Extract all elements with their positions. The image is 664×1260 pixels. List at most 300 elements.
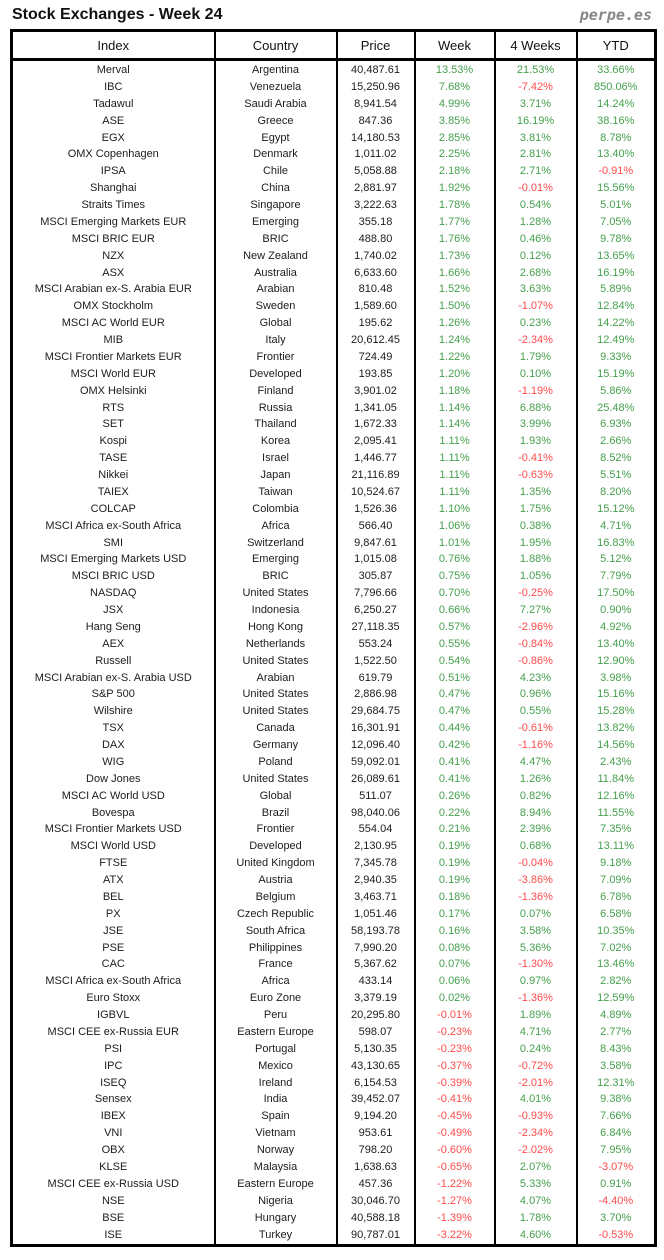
cell-country: Global bbox=[215, 315, 337, 332]
cell-week: 0.54% bbox=[415, 652, 495, 669]
cell-price: 305.87 bbox=[337, 568, 415, 585]
cell-ytd: 7.79% bbox=[577, 568, 656, 585]
cell-price: 598.07 bbox=[337, 1023, 415, 1040]
cell-index: JSX bbox=[12, 602, 215, 619]
cell-index: SET bbox=[12, 416, 215, 433]
table-row bbox=[12, 264, 656, 281]
table-row bbox=[12, 618, 656, 635]
table-row bbox=[12, 1142, 656, 1159]
cell-4weeks: -2.34% bbox=[495, 1125, 577, 1142]
cell-price: 457.36 bbox=[337, 1175, 415, 1192]
cell-price: 59,092.01 bbox=[337, 753, 415, 770]
cell-price: 7,990.20 bbox=[337, 939, 415, 956]
cell-ytd: 5.01% bbox=[577, 197, 656, 214]
cell-index: JSE bbox=[12, 922, 215, 939]
cell-index: Shanghai bbox=[12, 180, 215, 197]
cell-index: RTS bbox=[12, 399, 215, 416]
cell-4weeks: -2.01% bbox=[495, 1074, 577, 1091]
cell-ytd: 0.91% bbox=[577, 1175, 656, 1192]
cell-4weeks: -2.02% bbox=[495, 1142, 577, 1159]
table-row bbox=[12, 1158, 656, 1175]
cell-ytd: 15.16% bbox=[577, 686, 656, 703]
cell-country: Sweden bbox=[215, 298, 337, 315]
cell-price: 20,295.80 bbox=[337, 1007, 415, 1024]
cell-4weeks: -0.86% bbox=[495, 652, 577, 669]
cell-index: CAC bbox=[12, 956, 215, 973]
table-row bbox=[12, 652, 656, 669]
cell-4weeks: 0.55% bbox=[495, 703, 577, 720]
cell-4weeks: -0.72% bbox=[495, 1057, 577, 1074]
table-row bbox=[12, 1040, 656, 1057]
cell-country: Switzerland bbox=[215, 534, 337, 551]
cell-price: 30,046.70 bbox=[337, 1192, 415, 1209]
cell-country: Frontier bbox=[215, 821, 337, 838]
cell-price: 6,250.27 bbox=[337, 602, 415, 619]
table-row bbox=[12, 281, 656, 298]
cell-index: Hang Seng bbox=[12, 618, 215, 635]
cell-price: 6,633.60 bbox=[337, 264, 415, 281]
cell-ytd: 9.38% bbox=[577, 1091, 656, 1108]
cell-ytd: 0.90% bbox=[577, 602, 656, 619]
cell-index: ISEQ bbox=[12, 1074, 215, 1091]
cell-country: Spain bbox=[215, 1108, 337, 1125]
cell-week: 1.01% bbox=[415, 534, 495, 551]
cell-ytd: 12.90% bbox=[577, 652, 656, 669]
cell-price: 724.49 bbox=[337, 348, 415, 365]
cell-ytd: 7.09% bbox=[577, 872, 656, 889]
cell-4weeks: 4.07% bbox=[495, 1192, 577, 1209]
stock-exchanges-table bbox=[10, 29, 657, 1247]
cell-index: MSCI CEE ex-Russia EUR bbox=[12, 1023, 215, 1040]
cell-ytd: -0.91% bbox=[577, 163, 656, 180]
cell-price: 2,130.95 bbox=[337, 838, 415, 855]
cell-price: 3,463.71 bbox=[337, 888, 415, 905]
table-row bbox=[12, 348, 656, 365]
table-row bbox=[12, 382, 656, 399]
cell-4weeks: 0.68% bbox=[495, 838, 577, 855]
cell-price: 1,446.77 bbox=[337, 450, 415, 467]
cell-4weeks: 1.89% bbox=[495, 1007, 577, 1024]
cell-price: 39,452.07 bbox=[337, 1091, 415, 1108]
cell-country: Austria bbox=[215, 872, 337, 889]
cell-country: United States bbox=[215, 652, 337, 669]
cell-ytd: 4.92% bbox=[577, 618, 656, 635]
cell-4weeks: -0.01% bbox=[495, 180, 577, 197]
cell-4weeks: 1.05% bbox=[495, 568, 577, 585]
cell-4weeks: -0.63% bbox=[495, 467, 577, 484]
cell-price: 1,638.63 bbox=[337, 1158, 415, 1175]
cell-ytd: 9.33% bbox=[577, 348, 656, 365]
cell-price: 847.36 bbox=[337, 112, 415, 129]
cell-4weeks: -0.25% bbox=[495, 585, 577, 602]
cell-price: 10,524.67 bbox=[337, 483, 415, 500]
cell-index: WIG bbox=[12, 753, 215, 770]
cell-index: BEL bbox=[12, 888, 215, 905]
cell-index: TAIEX bbox=[12, 483, 215, 500]
table-row bbox=[12, 922, 656, 939]
cell-week: 1.20% bbox=[415, 365, 495, 382]
cell-index: IGBVL bbox=[12, 1007, 215, 1024]
cell-week: -1.22% bbox=[415, 1175, 495, 1192]
cell-price: 40,588.18 bbox=[337, 1209, 415, 1226]
cell-week: 13.53% bbox=[415, 60, 495, 79]
cell-ytd: 6.58% bbox=[577, 905, 656, 922]
table-row bbox=[12, 163, 656, 180]
cell-week: -0.49% bbox=[415, 1125, 495, 1142]
cell-4weeks: -2.34% bbox=[495, 332, 577, 349]
cell-week: 7.68% bbox=[415, 78, 495, 95]
cell-price: 7,345.78 bbox=[337, 855, 415, 872]
cell-4weeks: 0.24% bbox=[495, 1040, 577, 1057]
cell-price: 798.20 bbox=[337, 1142, 415, 1159]
cell-4weeks: 0.07% bbox=[495, 905, 577, 922]
cell-country: Denmark bbox=[215, 146, 337, 163]
cell-ytd: 5.86% bbox=[577, 382, 656, 399]
cell-index: MSCI Africa ex-South Africa bbox=[12, 973, 215, 990]
cell-week: 0.55% bbox=[415, 635, 495, 652]
column-header-4weeks: 4 Weeks bbox=[495, 31, 577, 60]
cell-index: EGX bbox=[12, 129, 215, 146]
table-row bbox=[12, 585, 656, 602]
cell-4weeks: 4.47% bbox=[495, 753, 577, 770]
cell-week: -0.65% bbox=[415, 1158, 495, 1175]
cell-country: Developed bbox=[215, 365, 337, 382]
cell-price: 2,940.35 bbox=[337, 872, 415, 889]
cell-ytd: 6.84% bbox=[577, 1125, 656, 1142]
cell-price: 193.85 bbox=[337, 365, 415, 382]
table-row bbox=[12, 315, 656, 332]
cell-ytd: 5.12% bbox=[577, 551, 656, 568]
cell-price: 90,787.01 bbox=[337, 1226, 415, 1246]
cell-ytd: 5.51% bbox=[577, 467, 656, 484]
cell-4weeks: 0.23% bbox=[495, 315, 577, 332]
cell-week: 1.14% bbox=[415, 416, 495, 433]
cell-week: -0.37% bbox=[415, 1057, 495, 1074]
cell-week: 1.92% bbox=[415, 180, 495, 197]
cell-index: ISE bbox=[12, 1226, 215, 1246]
cell-index: MSCI Arabian ex-S. Arabia EUR bbox=[12, 281, 215, 298]
cell-week: -1.39% bbox=[415, 1209, 495, 1226]
cell-week: 0.47% bbox=[415, 703, 495, 720]
cell-index: MSCI CEE ex-Russia USD bbox=[12, 1175, 215, 1192]
cell-ytd: 13.65% bbox=[577, 247, 656, 264]
cell-week: -0.01% bbox=[415, 1007, 495, 1024]
cell-country: Singapore bbox=[215, 197, 337, 214]
cell-week: 1.77% bbox=[415, 213, 495, 230]
table-body bbox=[12, 60, 656, 1246]
cell-ytd: 7.35% bbox=[577, 821, 656, 838]
cell-price: 1,341.05 bbox=[337, 399, 415, 416]
column-header-price: Price bbox=[337, 31, 415, 60]
cell-4weeks: -0.93% bbox=[495, 1108, 577, 1125]
cell-4weeks: 4.01% bbox=[495, 1091, 577, 1108]
cell-week: 0.06% bbox=[415, 973, 495, 990]
cell-ytd: -4.40% bbox=[577, 1192, 656, 1209]
cell-index: Euro Stoxx bbox=[12, 990, 215, 1007]
cell-index: Sensex bbox=[12, 1091, 215, 1108]
cell-week: 0.70% bbox=[415, 585, 495, 602]
table-row bbox=[12, 973, 656, 990]
cell-country: BRIC bbox=[215, 568, 337, 585]
cell-price: 2,886.98 bbox=[337, 686, 415, 703]
cell-price: 58,193.78 bbox=[337, 922, 415, 939]
cell-index: MSCI AC World USD bbox=[12, 787, 215, 804]
table-row bbox=[12, 787, 656, 804]
cell-ytd: 14.22% bbox=[577, 315, 656, 332]
cell-country: Argentina bbox=[215, 60, 337, 79]
cell-4weeks: 1.35% bbox=[495, 483, 577, 500]
cell-country: Saudi Arabia bbox=[215, 95, 337, 112]
cell-ytd: 2.82% bbox=[577, 973, 656, 990]
table-row bbox=[12, 213, 656, 230]
cell-week: 2.85% bbox=[415, 129, 495, 146]
cell-week: -1.27% bbox=[415, 1192, 495, 1209]
cell-index: PSE bbox=[12, 939, 215, 956]
cell-week: -0.41% bbox=[415, 1091, 495, 1108]
cell-week: 0.75% bbox=[415, 568, 495, 585]
cell-country: Norway bbox=[215, 1142, 337, 1159]
cell-price: 15,250.96 bbox=[337, 78, 415, 95]
cell-week: 1.66% bbox=[415, 264, 495, 281]
cell-index: MSCI Frontier Markets USD bbox=[12, 821, 215, 838]
cell-country: Arabian bbox=[215, 281, 337, 298]
cell-week: 0.17% bbox=[415, 905, 495, 922]
cell-country: Arabian bbox=[215, 669, 337, 686]
cell-week: 0.16% bbox=[415, 922, 495, 939]
cell-week: 1.11% bbox=[415, 433, 495, 450]
cell-index: KLSE bbox=[12, 1158, 215, 1175]
cell-4weeks: 3.99% bbox=[495, 416, 577, 433]
cell-4weeks: 1.26% bbox=[495, 770, 577, 787]
cell-index: Wilshire bbox=[12, 703, 215, 720]
cell-ytd: 5.89% bbox=[577, 281, 656, 298]
cell-price: 21,116.89 bbox=[337, 467, 415, 484]
cell-index: MSCI World USD bbox=[12, 838, 215, 855]
cell-4weeks: 2.81% bbox=[495, 146, 577, 163]
cell-ytd: 4.89% bbox=[577, 1007, 656, 1024]
cell-4weeks: 3.71% bbox=[495, 95, 577, 112]
table-row bbox=[12, 517, 656, 534]
table-row bbox=[12, 112, 656, 129]
title-bar bbox=[10, 0, 654, 29]
cell-week: 2.18% bbox=[415, 163, 495, 180]
cell-ytd: 2.77% bbox=[577, 1023, 656, 1040]
cell-week: 0.44% bbox=[415, 720, 495, 737]
cell-week: 1.73% bbox=[415, 247, 495, 264]
cell-country: United Kingdom bbox=[215, 855, 337, 872]
table-header bbox=[12, 31, 656, 60]
cell-index: MSCI BRIC USD bbox=[12, 568, 215, 585]
cell-week: 1.50% bbox=[415, 298, 495, 315]
cell-price: 1,589.60 bbox=[337, 298, 415, 315]
cell-week: 2.25% bbox=[415, 146, 495, 163]
cell-country: Germany bbox=[215, 737, 337, 754]
cell-4weeks: 1.93% bbox=[495, 433, 577, 450]
cell-country: Turkey bbox=[215, 1226, 337, 1246]
cell-index: MSCI World EUR bbox=[12, 365, 215, 382]
cell-index: MSCI Africa ex-South Africa bbox=[12, 517, 215, 534]
cell-ytd: 14.56% bbox=[577, 737, 656, 754]
cell-4weeks: 1.75% bbox=[495, 500, 577, 517]
cell-index: NSE bbox=[12, 1192, 215, 1209]
cell-ytd: 12.16% bbox=[577, 787, 656, 804]
cell-week: -0.45% bbox=[415, 1108, 495, 1125]
cell-week: 0.02% bbox=[415, 990, 495, 1007]
cell-4weeks: -1.19% bbox=[495, 382, 577, 399]
table-row bbox=[12, 1091, 656, 1108]
cell-ytd: 15.12% bbox=[577, 500, 656, 517]
cell-index: OBX bbox=[12, 1142, 215, 1159]
cell-index: MSCI Emerging Markets USD bbox=[12, 551, 215, 568]
cell-week: 1.11% bbox=[415, 483, 495, 500]
cell-price: 5,367.62 bbox=[337, 956, 415, 973]
cell-index: OMX Helsinki bbox=[12, 382, 215, 399]
cell-price: 1,522.50 bbox=[337, 652, 415, 669]
table-header-row bbox=[12, 31, 656, 60]
table-row bbox=[12, 180, 656, 197]
cell-price: 488.80 bbox=[337, 230, 415, 247]
cell-price: 1,015.08 bbox=[337, 551, 415, 568]
cell-4weeks: 0.54% bbox=[495, 197, 577, 214]
table-row bbox=[12, 872, 656, 889]
cell-country: South Africa bbox=[215, 922, 337, 939]
cell-4weeks: 0.82% bbox=[495, 787, 577, 804]
cell-index: IPC bbox=[12, 1057, 215, 1074]
brand-logo: perpe.es bbox=[579, 5, 652, 24]
cell-week: 0.21% bbox=[415, 821, 495, 838]
column-header-index: Index bbox=[12, 31, 215, 60]
cell-ytd: 15.56% bbox=[577, 180, 656, 197]
cell-week: 1.11% bbox=[415, 450, 495, 467]
cell-week: -0.23% bbox=[415, 1023, 495, 1040]
table-row bbox=[12, 703, 656, 720]
cell-country: Ireland bbox=[215, 1074, 337, 1091]
cell-country: Hong Kong bbox=[215, 618, 337, 635]
cell-4weeks: -0.41% bbox=[495, 450, 577, 467]
cell-ytd: 10.35% bbox=[577, 922, 656, 939]
cell-ytd: 14.24% bbox=[577, 95, 656, 112]
cell-index: IBC bbox=[12, 78, 215, 95]
cell-week: 3.85% bbox=[415, 112, 495, 129]
cell-4weeks: 4.71% bbox=[495, 1023, 577, 1040]
cell-price: 98,040.06 bbox=[337, 804, 415, 821]
cell-price: 3,379.19 bbox=[337, 990, 415, 1007]
cell-index: OMX Copenhagen bbox=[12, 146, 215, 163]
cell-price: 27,118.35 bbox=[337, 618, 415, 635]
cell-price: 1,526.36 bbox=[337, 500, 415, 517]
cell-4weeks: 0.96% bbox=[495, 686, 577, 703]
cell-4weeks: 5.33% bbox=[495, 1175, 577, 1192]
cell-price: 1,672.33 bbox=[337, 416, 415, 433]
cell-week: 0.19% bbox=[415, 855, 495, 872]
cell-country: Hungary bbox=[215, 1209, 337, 1226]
cell-ytd: 4.71% bbox=[577, 517, 656, 534]
table-row bbox=[12, 855, 656, 872]
cell-price: 566.40 bbox=[337, 517, 415, 534]
cell-country: Eastern Europe bbox=[215, 1023, 337, 1040]
cell-week: 0.41% bbox=[415, 753, 495, 770]
table-row bbox=[12, 332, 656, 349]
cell-price: 1,740.02 bbox=[337, 247, 415, 264]
cell-country: Emerging bbox=[215, 551, 337, 568]
table-row bbox=[12, 737, 656, 754]
cell-4weeks: 8.94% bbox=[495, 804, 577, 821]
table-row bbox=[12, 1226, 656, 1246]
cell-index: IPSA bbox=[12, 163, 215, 180]
cell-ytd: 8.20% bbox=[577, 483, 656, 500]
cell-country: Italy bbox=[215, 332, 337, 349]
table-row bbox=[12, 197, 656, 214]
cell-country: Korea bbox=[215, 433, 337, 450]
cell-index: MSCI AC World EUR bbox=[12, 315, 215, 332]
cell-index: FTSE bbox=[12, 855, 215, 872]
cell-price: 619.79 bbox=[337, 669, 415, 686]
cell-country: Poland bbox=[215, 753, 337, 770]
table-row bbox=[12, 990, 656, 1007]
table-row bbox=[12, 568, 656, 585]
cell-price: 20,612.45 bbox=[337, 332, 415, 349]
cell-4weeks: 2.07% bbox=[495, 1158, 577, 1175]
cell-4weeks: -0.84% bbox=[495, 635, 577, 652]
cell-country: Chile bbox=[215, 163, 337, 180]
cell-4weeks: -2.96% bbox=[495, 618, 577, 635]
cell-index: BSE bbox=[12, 1209, 215, 1226]
cell-4weeks: 0.46% bbox=[495, 230, 577, 247]
cell-week: 1.06% bbox=[415, 517, 495, 534]
table-row bbox=[12, 838, 656, 855]
cell-4weeks: 1.95% bbox=[495, 534, 577, 551]
table-row bbox=[12, 450, 656, 467]
cell-country: Australia bbox=[215, 264, 337, 281]
cell-index: MSCI Emerging Markets EUR bbox=[12, 213, 215, 230]
table-row bbox=[12, 939, 656, 956]
cell-4weeks: -1.16% bbox=[495, 737, 577, 754]
cell-country: China bbox=[215, 180, 337, 197]
cell-country: Nigeria bbox=[215, 1192, 337, 1209]
table-row bbox=[12, 247, 656, 264]
cell-price: 7,796.66 bbox=[337, 585, 415, 602]
cell-week: 0.22% bbox=[415, 804, 495, 821]
table-row bbox=[12, 1023, 656, 1040]
table-row bbox=[12, 1108, 656, 1125]
cell-index: MSCI BRIC EUR bbox=[12, 230, 215, 247]
cell-week: 1.26% bbox=[415, 315, 495, 332]
cell-week: -0.60% bbox=[415, 1142, 495, 1159]
cell-index: Dow Jones bbox=[12, 770, 215, 787]
cell-country: Eastern Europe bbox=[215, 1175, 337, 1192]
cell-country: Peru bbox=[215, 1007, 337, 1024]
cell-4weeks: 2.71% bbox=[495, 163, 577, 180]
table-row bbox=[12, 95, 656, 112]
table-row bbox=[12, 1175, 656, 1192]
cell-ytd: 12.49% bbox=[577, 332, 656, 349]
cell-price: 5,130.35 bbox=[337, 1040, 415, 1057]
table-row bbox=[12, 1057, 656, 1074]
table-row bbox=[12, 365, 656, 382]
cell-price: 26,089.61 bbox=[337, 770, 415, 787]
cell-country: Africa bbox=[215, 517, 337, 534]
cell-country: France bbox=[215, 956, 337, 973]
cell-price: 195.62 bbox=[337, 315, 415, 332]
cell-price: 2,881.97 bbox=[337, 180, 415, 197]
cell-price: 355.18 bbox=[337, 213, 415, 230]
cell-price: 9,847.61 bbox=[337, 534, 415, 551]
cell-index: ATX bbox=[12, 872, 215, 889]
cell-ytd: 3.58% bbox=[577, 1057, 656, 1074]
cell-week: 1.18% bbox=[415, 382, 495, 399]
cell-ytd: 17.50% bbox=[577, 585, 656, 602]
cell-index: MIB bbox=[12, 332, 215, 349]
